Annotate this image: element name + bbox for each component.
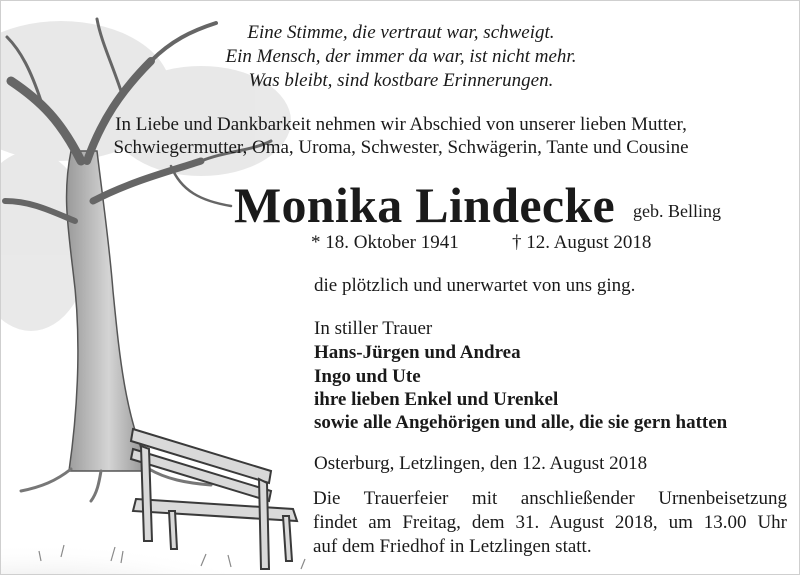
- verse-line: Ein Mensch, der immer da war, ist nicht mehr.: [225, 46, 577, 67]
- mourner-name: Hans-Jürgen und Andrea: [314, 342, 521, 363]
- mourner-name: Ingo und Ute: [314, 366, 421, 387]
- intro-line: In Liebe und Dankbarkeit nehmen wir Abschied von unserer lieben Mutter,: [115, 114, 687, 135]
- deceased-name: Monika Lindecke: [234, 177, 615, 233]
- funeral-info-line: Die Trauerfeier mit anschließender Urnenbeisetzung: [313, 488, 787, 509]
- birth-name: geb. Belling: [633, 201, 721, 221]
- birth-date: * 18. Oktober 1941: [311, 232, 459, 253]
- funeral-info-line: findet am Freitag, dem 31. August 2018, um 13.00 Uhr: [313, 512, 787, 533]
- verse-line: Eine Stimme, die vertraut war, schweigt.: [247, 22, 555, 43]
- intro-line: Schwiegermutter, Oma, Uroma, Schwester, Schwägerin, Tante und Cousine: [113, 137, 689, 158]
- death-date: † 12. August 2018: [512, 232, 652, 253]
- funeral-info-line: auf dem Friedhof in Letzlingen statt.: [313, 536, 592, 557]
- mourner-name: sowie alle Angehörigen und alle, die sie gern hatten: [314, 412, 728, 433]
- tree-trunk: [67, 151, 151, 471]
- mourner-name: ihre lieben Enkel und Urenkel: [314, 389, 559, 410]
- place-and-date: Osterburg, Letzlingen, den 12. August 2018: [314, 453, 648, 474]
- passing-text: die plötzlich und unerwartet von uns ging.: [314, 275, 636, 296]
- mourners-heading: In stiller Trauer: [314, 318, 433, 339]
- verse-line: Was bleibt, sind kostbare Erinnerungen.: [248, 70, 554, 91]
